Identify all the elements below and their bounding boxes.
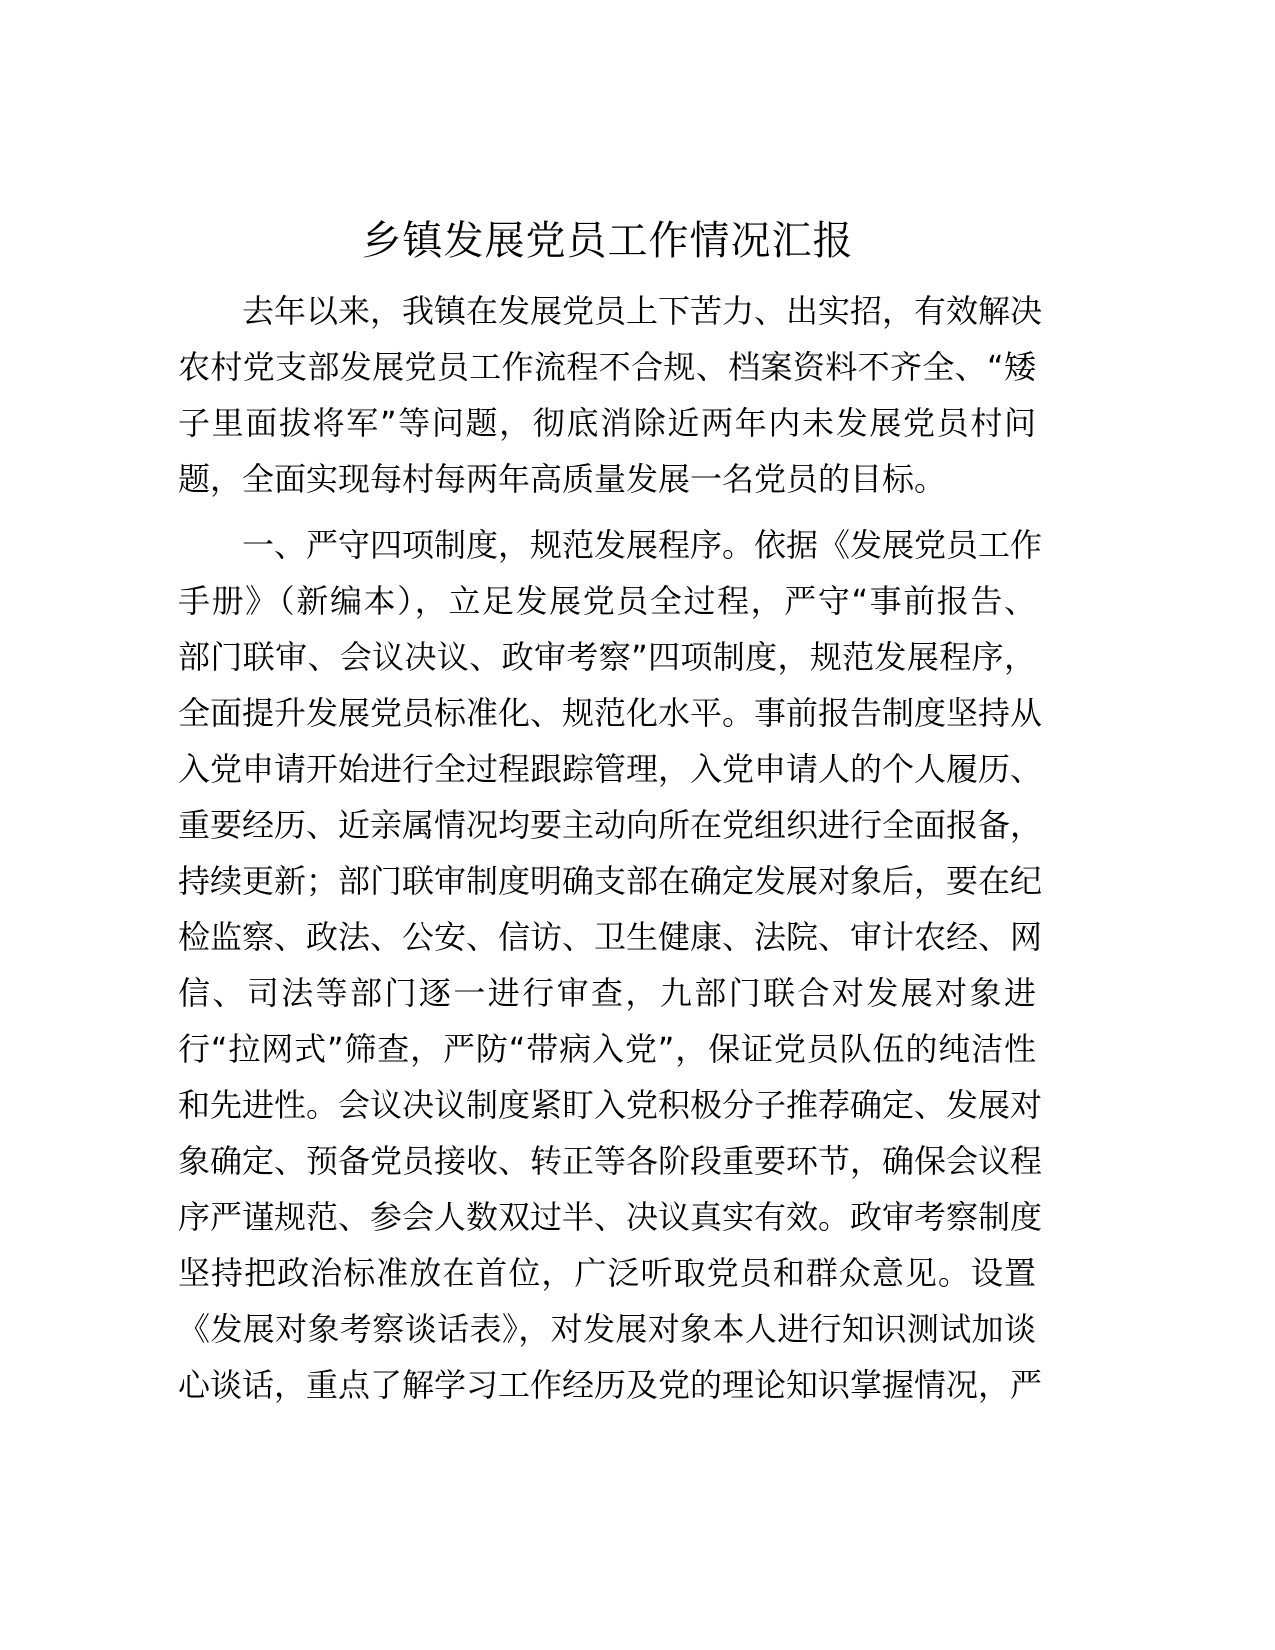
text-line: 重要经历、近亲属情况均要主动向所在党组织进行全面报备， (178, 806, 1043, 844)
text-line: 检监察、政法、公安、信访、卫生健康、法院、审计农经、网 (178, 918, 1043, 956)
text-line: 坚持把政治标准放在首位，广泛听取党员和群众意见。设置 (178, 1254, 1036, 1292)
text-line: 农村党支部发展党员工作流程不合规、档案资料不齐全、“矮 (178, 348, 1036, 386)
text-line: 信、司法等部门逐一进行审查，九部门联合对发展对象进 (178, 974, 1036, 1012)
text-line: 和先进性。会议决议制度紧盯入党积极分子推荐确定、发展对 (178, 1086, 1043, 1124)
text-line: 一、严守四项制度，规范发展程序。依据《发展党员工作 (242, 526, 1043, 564)
text-line: 部门联审、会议决议、政审考察”四项制度，规范发展程序， (178, 638, 1036, 676)
text-line: 心谈话，重点了解学习工作经历及党的理论知识掌握情况，严 (178, 1366, 1043, 1404)
text-line: 入党申请开始进行全过程跟踪管理，入党申请人的个人履历、 (178, 750, 1043, 788)
text-line: 题，全面实现每村每两年高质量发展一名党员的目标。 (178, 460, 947, 498)
text-line: 持续更新；部门联审制度明确支部在确定发展对象后，要在纪 (178, 862, 1043, 900)
text-line: 象确定、预备党员接收、转正等各阶段重要环节，确保会议程 (178, 1142, 1043, 1180)
paragraph-intro (178, 283, 1043, 507)
text-line: 去年以来，我镇在发展党员上下苦力、出实招，有效解决 (242, 292, 1043, 330)
paragraph-section-one (178, 517, 1043, 1413)
text-line: 手册》（新编本），立足发展党员全过程，严守“事前报告、 (178, 582, 1036, 620)
text-line: 序严谨规范、参会人数双过半、决议真实有效。政审考察制度 (178, 1198, 1043, 1236)
text-line: 行“拉网式”筛查，严防“带病入党”，保证党员队伍的纯洁性 (178, 1030, 1036, 1068)
document-title: 乡镇发展党员工作情况汇报 (361, 218, 854, 264)
text-line: 全面提升发展党员标准化、规范化水平。事前报告制度坚持从 (178, 694, 1043, 732)
text-line: 《发展对象考察谈话表》，对发展对象本人进行知识测试加谈 (178, 1310, 1036, 1348)
text-line: 子里面拔将军”等问题，彻底消除近两年内未发展党员村问 (178, 404, 1036, 442)
